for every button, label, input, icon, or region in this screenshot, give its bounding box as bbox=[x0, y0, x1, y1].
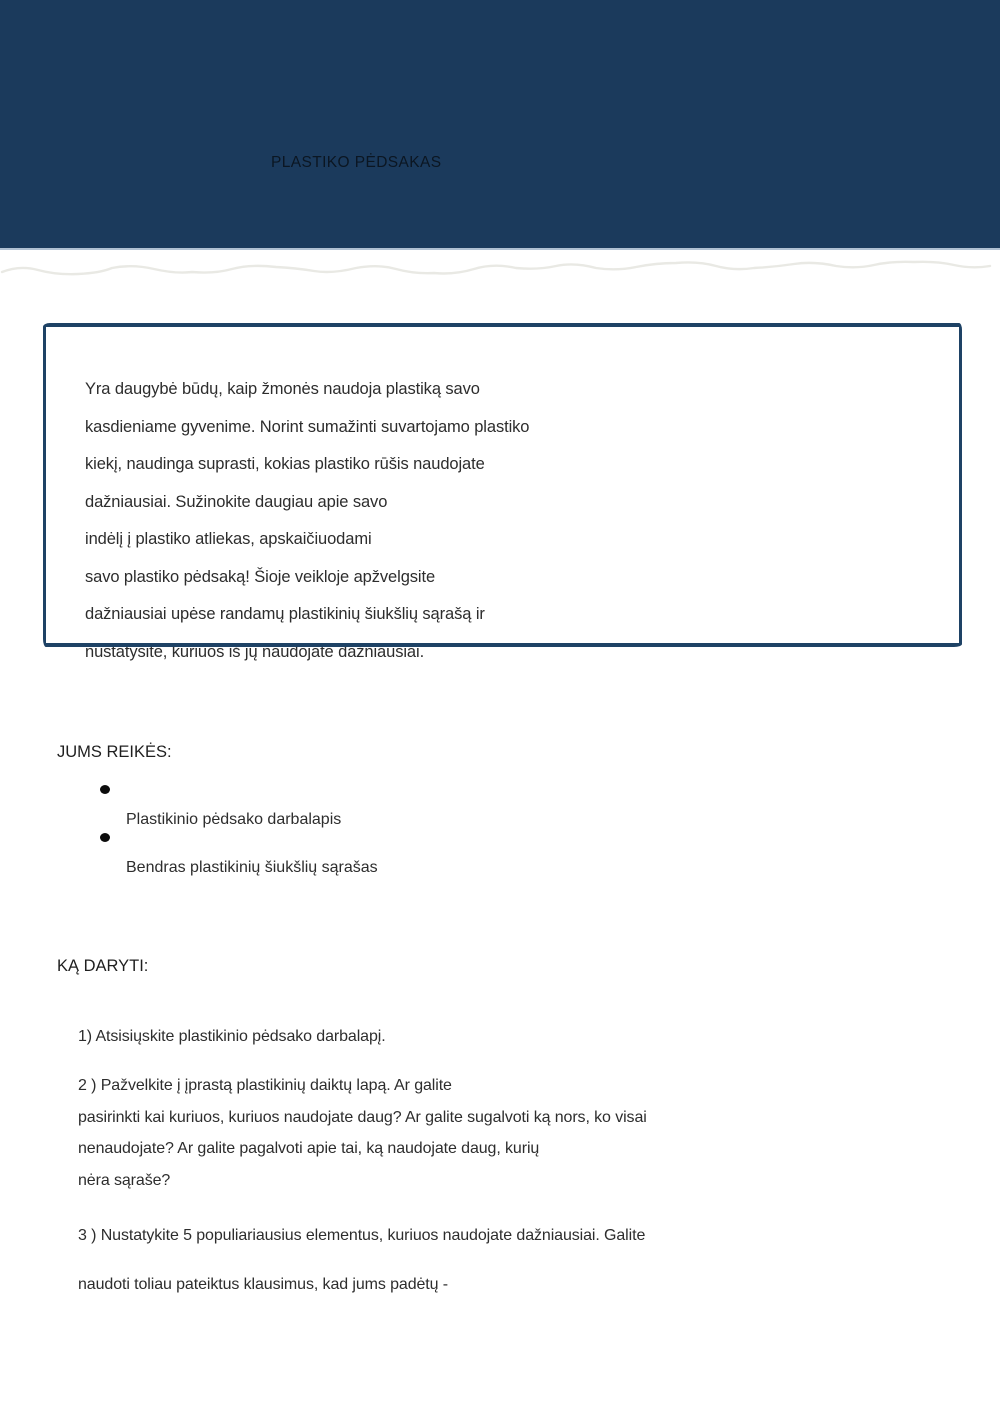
page-title: PLASTIKO PĖDSAKAS bbox=[271, 154, 442, 171]
bullet-icon bbox=[100, 833, 110, 842]
todo-step-3-line: 3 ) Nustatykite 5 populiariausius elementus, kuriuos naudojate dažniausiai. Galite bbox=[78, 1227, 646, 1244]
todo-step-2-line: nenaudojate? Ar galite pagalvoti apie tai, ką naudojate daug, kurių bbox=[78, 1140, 540, 1157]
needs-item: Bendras plastikinių šiukšlių sąrašas bbox=[126, 859, 378, 876]
needs-heading: JUMS REIKĖS: bbox=[57, 743, 172, 761]
intro-line: nustatysite, kuriuos iš jų naudojate dažniausiai. bbox=[85, 642, 425, 661]
intro-line: indėlį į plastiko atliekas, apskaičiuodami bbox=[85, 530, 372, 548]
intro-paragraph bbox=[85, 371, 529, 671]
todo-step-2-line: nėra sąraše? bbox=[78, 1171, 171, 1189]
todo-step-2-line: pasirinkti kai kuriuos, kuriuos naudojate daug? Ar galite sugalvoti ką nors, ko visai bbox=[78, 1108, 647, 1126]
bullet-icon bbox=[100, 785, 110, 794]
intro-line: savo plastiko pėdsaką! Šioje veikloje apžvelgsite bbox=[85, 567, 436, 586]
header-banner bbox=[0, 0, 1000, 250]
todo-step-2 bbox=[78, 1070, 647, 1196]
intro-line: dažniausiai upėse randamų plastikinių šiukšlių sąrašą ir bbox=[85, 605, 485, 623]
intro-line: kasdieniame gyvenime. Norint sumažinti suvartojamo plastiko bbox=[85, 417, 530, 436]
torn-edge-squiggle bbox=[0, 258, 1000, 284]
intro-line: Yra daugybė būdų, kaip žmonės naudoja plastiką savo bbox=[85, 380, 480, 398]
todo-step-2-line: 2 ) Pažvelkite į įprastą plastikinių daiktų lapą. Ar galite bbox=[78, 1077, 452, 1094]
todo-heading: KĄ DARYTI: bbox=[57, 957, 149, 975]
intro-line: kiekį, naudinga suprasti, kokias plastiko rūšis naudojate bbox=[85, 455, 485, 473]
needs-item: Plastikinio pėdsako darbalapis bbox=[126, 811, 342, 828]
todo-step-1: 1) Atsisiųskite plastikinio pėdsako darbalapį. bbox=[78, 1028, 386, 1045]
todo-step-3-line: naudoti toliau pateiktus klausimus, kad jums padėtų - bbox=[78, 1276, 449, 1293]
intro-line: dažniausiai. Sužinokite daugiau apie savo bbox=[85, 492, 388, 511]
